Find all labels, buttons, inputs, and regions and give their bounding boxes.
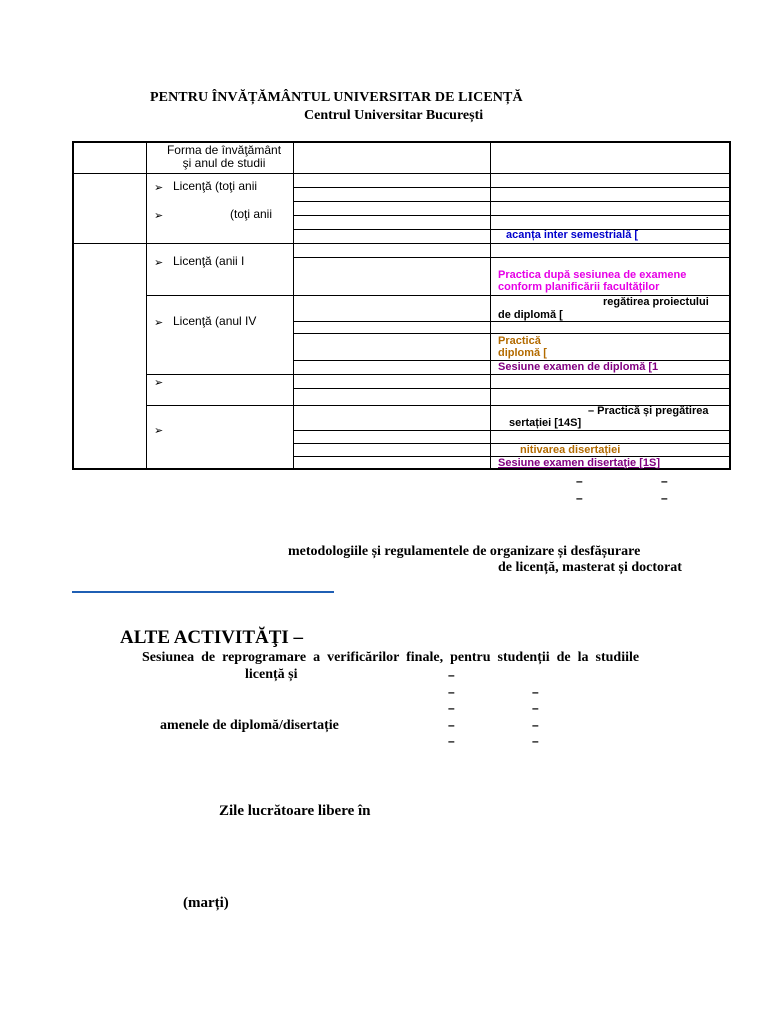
- note-sesiune-diploma: Sesiune examen de diplomă [1: [498, 361, 659, 373]
- table-sub-line: [293, 443, 729, 444]
- dash-mark: –: [448, 718, 455, 732]
- metodologii-line1: metodologiile și regulamentele de organizare și desfășurare: [288, 544, 641, 559]
- dash-mark: –: [576, 491, 583, 505]
- dash-mark: –: [532, 685, 539, 699]
- note-sesiune-disertatie: Sesiune examen disertaţie [1S]: [498, 457, 661, 469]
- arrow-icon: ➢: [154, 210, 164, 222]
- dash-mark: –: [661, 491, 668, 505]
- table-sub-line: [293, 333, 729, 334]
- note-practica-disertatie-line1: – Practică și pregătirea: [588, 405, 709, 417]
- table-sub-line: [293, 388, 729, 389]
- note-practica-disertatie-line2: sertației [14S]: [509, 417, 582, 429]
- table-col-divider-2: [293, 143, 294, 468]
- table-sub-line: [293, 430, 729, 431]
- note-vacanta: acanța inter semestrială [: [506, 229, 639, 241]
- table-header-line2: şi anul de studii: [182, 156, 266, 170]
- row-label-toti-anii: (toţi anii: [230, 207, 273, 221]
- table-row-line: [146, 374, 729, 375]
- dash-mark: –: [576, 474, 583, 488]
- dash-mark: –: [661, 474, 668, 488]
- table-col-divider-1: [146, 143, 147, 468]
- dash-mark: –: [532, 701, 539, 715]
- table-col-divider-3: [490, 143, 491, 468]
- dash-mark: –: [532, 734, 539, 748]
- table-sub-line: [293, 187, 729, 188]
- note-practica-line1: Practica după sesiunea de examene: [498, 269, 687, 281]
- note-proiect-line2: de diplomă [: [498, 309, 563, 321]
- metodologii-line2: de licență, masterat și doctorat: [498, 560, 682, 575]
- dash-mark: –: [448, 668, 455, 682]
- table-sub-line: [293, 201, 729, 202]
- row-label-licenta-anul-iv: Licenţă (anul IV: [173, 314, 257, 328]
- arrow-icon: ➢: [154, 317, 164, 329]
- marti-text: (marți): [183, 895, 229, 911]
- alte-activitati-title: ALTE ACTIVITĂŢI –: [120, 627, 304, 648]
- arrow-icon: ➢: [154, 257, 164, 269]
- alte-line3: amenele de diplomă/disertație: [160, 718, 339, 733]
- table-sub-line: [293, 257, 729, 258]
- row-label-licenta-toti: Licenţă (toţi anii: [173, 179, 258, 193]
- table-header-form: [156, 144, 292, 170]
- arrow-icon: ➢: [154, 425, 164, 437]
- row-label-licenta-anii-i: Licenţă (anii I: [173, 254, 245, 268]
- note-practica-diploma-line1: Practică: [498, 335, 541, 347]
- dash-mark: –: [532, 718, 539, 732]
- schedule-table: [72, 141, 731, 470]
- table-row-line: [74, 173, 729, 174]
- dash-mark: –: [448, 685, 455, 699]
- dash-mark: –: [448, 701, 455, 715]
- note-practica-diploma-line2: diplomă [: [498, 347, 547, 359]
- zile-libere-title: Zile lucrătoare libere în: [219, 803, 371, 819]
- arrow-icon: ➢: [154, 182, 164, 194]
- arrow-icon: ➢: [154, 377, 164, 389]
- page-title: PENTRU ÎNVĂȚĂMÂNTUL UNIVERSITAR DE LICENȚĂ: [150, 90, 523, 105]
- note-practica-line2: conform planificării facultăților: [498, 281, 660, 293]
- note-finalizare: nitivarea disertației: [520, 444, 621, 456]
- table-sub-line: [293, 321, 729, 322]
- table-sub-line: [293, 215, 729, 216]
- alte-line1: Sesiunea de reprogramare a verificărilor finale, pentru studenții de la studiile: [142, 650, 640, 665]
- page-subtitle: Centrul Universitar București: [304, 108, 484, 123]
- alte-line2: licență și: [245, 667, 298, 682]
- table-row-line: [74, 243, 729, 244]
- dash-mark: –: [448, 734, 455, 748]
- table-header-line1: Forma de învăţământ: [166, 143, 282, 157]
- section-divider: [72, 591, 334, 593]
- note-proiect-line1: regătirea proiectului: [603, 296, 709, 308]
